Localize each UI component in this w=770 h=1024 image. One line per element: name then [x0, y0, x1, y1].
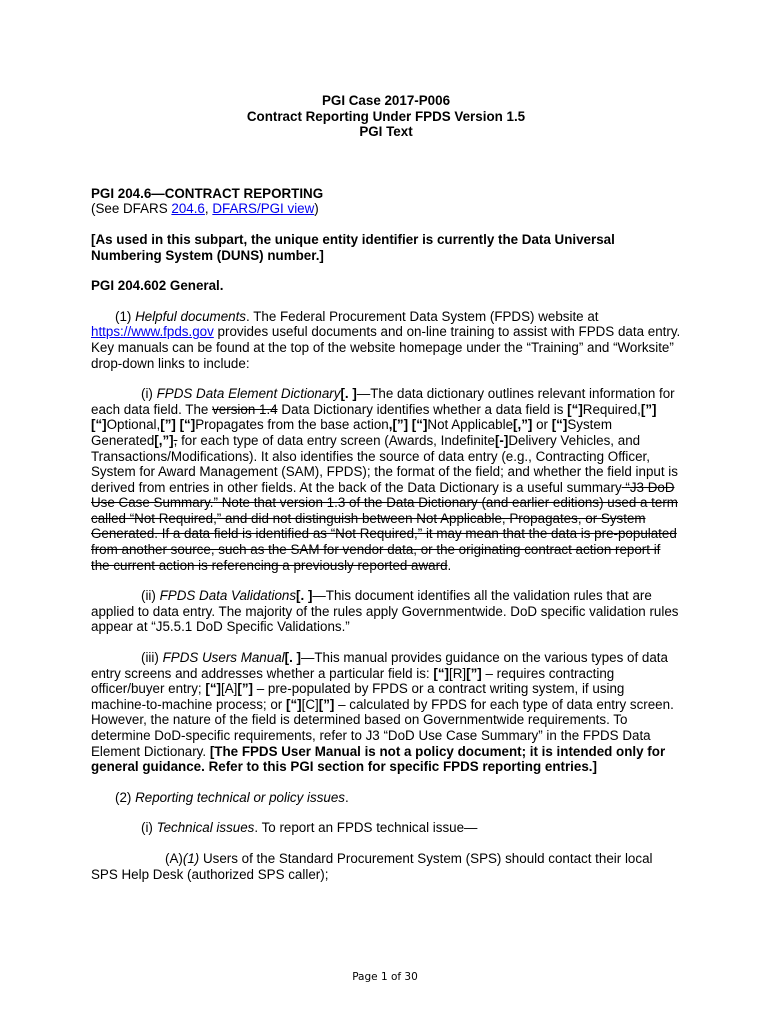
- case-number: PGI Case 2017-P006: [321, 93, 451, 108]
- paragraph-1-ii: (ii) FPDS Data Validations[. ]—This document identifies all the validation rules that are applied to data entry. The majority of the rules apply Governmentwide. DoD specific validation rules appear at “J5.5.1 DoD Specific Validations.”: [91, 588, 679, 635]
- fpds-url-link[interactable]: https://www.fpds.gov: [91, 324, 214, 340]
- document-page: [91, 93, 681, 882]
- paragraph-1-i: (i) FPDS Data Element Dictionary[. ]—The data dictionary outlines relevant information for each data field. The version 1.4 Data Dictionary identifies whether a data field is [“]Required,[”] [“]Optional,[”] [“]Propagates from the base action,[”] [“]Not Applicable[,”] or [“]System Generated[,”], for each type of data entry screen (Awards, Indefinite[-]Delivery Vehicles, and Transactions/Modifications). It also identifies the source of data entry (e.g., Contracting Officer, System for Award Management (SAM), FPDS); the format of the field; and whether the field input is derived from entries in other fields. At the back of the Data Dictionary is a useful summary “J3 DoD Use Case Summary.” Note that version 1.3 of the Data Dictionary (and earlier editions) used a term called “Not Required,” and did not distinguish between Not Applicable, Propagates, or System Generated. If a data field is identified as “Not Required,” it may mean that the data is pre-populated from another source, such as the SAM for vendor data, or the originating contract action report if the current action is referencing a previously reported award.: [91, 386, 678, 573]
- dfars-pgi-view-link[interactable]: DFARS/PGI view: [212, 201, 315, 217]
- paragraph-2-i-a: (A)(1) Users of the Standard Procurement System (SPS) should contact their local SPS Help Desk (authorized SPS caller);: [91, 850, 653, 882]
- paragraph-1-iii: (iii) FPDS Users Manual[. ]—This manual provides guidance on the various types of data entry screens and addresses whether a particular field is: [“][R][”] – requires contracting officer/buyer entry; [“][A][”] – pre-populated by FPDS or a contract writing system, if using machine-to-machine process; or [“][C][”] – calculated by FPDS for each type of data entry screen. However, the nature of the field is determined based on Governmentwide requirements. To determine DoD-specific requirements, refer to J3 “DoD Use Case Summary” in the FPDS Data Element Dictionary. [The FPDS User Manual is not a policy document; it is intended only for general guidance. Refer to this PGI section for specific FPDS reporting entries.]: [91, 650, 674, 775]
- general-heading: PGI 204.602 General.: [91, 278, 224, 294]
- paragraph-1: (1) Helpful documents. The Federal Procurement Data System (FPDS) website at https://www.fpds.gov provides useful documents and on-line training to assist with FPDS data entry. Key manuals can be found at the top of the website homepage under the “Training” and “Worksite” drop-down links to include:: [91, 308, 681, 371]
- uei-note: [As used in this subpart, the unique entity identifier is currently the Data Universal Numbering System (DUNS) number.]: [91, 231, 615, 263]
- document-subtitle: PGI Text: [359, 124, 413, 140]
- dfars-204-6-link[interactable]: 204.6: [171, 201, 205, 217]
- document-title: Contract Reporting Under FPDS Version 1.5: [246, 108, 526, 124]
- see-reference: (See DFARS 204.6, DFARS/PGI view): [91, 201, 319, 217]
- page-number: Page 1 of 30: [352, 971, 418, 983]
- paragraph-2-i: (i) Technical issues. To report an FPDS technical issue—: [141, 820, 478, 836]
- section-title: PGI 204.6—CONTRACT REPORTING: [91, 185, 324, 201]
- paragraph-2: (2) Reporting technical or policy issues.: [115, 789, 349, 805]
- document-header: [91, 93, 681, 140]
